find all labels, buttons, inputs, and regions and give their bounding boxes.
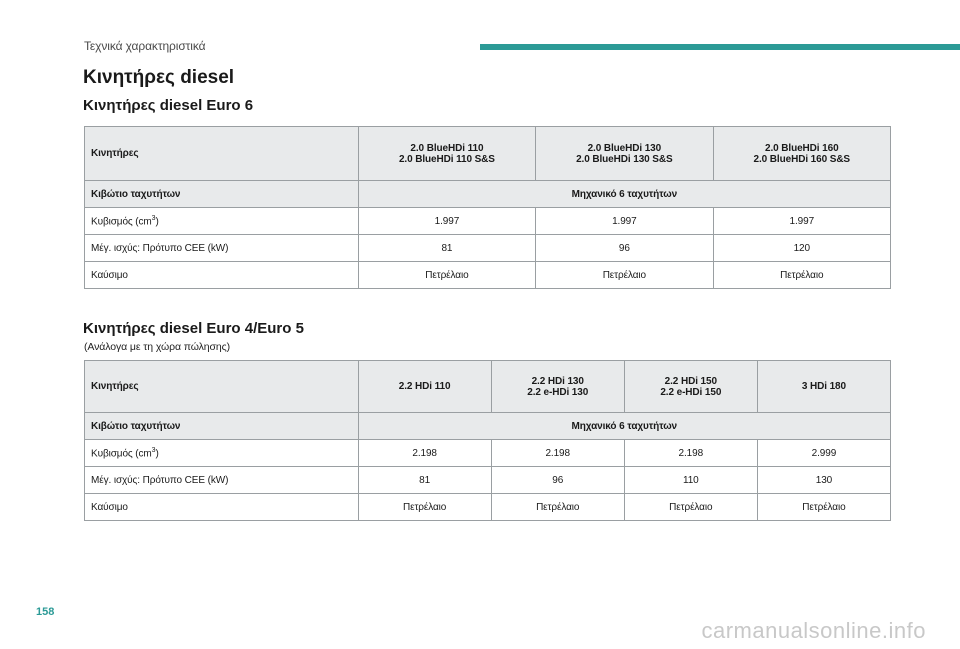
header-accent-bar	[480, 44, 960, 50]
table-cell: 2.198	[358, 440, 491, 467]
country-note: (Ανάλογα με τη χώρα πώλησης)	[84, 341, 230, 353]
engine-cell: 3 HDi 180	[757, 361, 890, 413]
euro6-spec-table	[84, 126, 891, 289]
engine-cell: 2.0 BlueHDi 160 2.0 BlueHDi 160 S&S	[713, 127, 890, 181]
gearbox-row	[85, 413, 891, 440]
table-cell: 120	[713, 235, 890, 262]
page-number: 158	[36, 606, 55, 618]
table-cell: Πετρέλαιο	[757, 494, 890, 521]
table-cell: 2.198	[624, 440, 757, 467]
engines-label: Κινητήρες	[85, 127, 359, 181]
displacement-label: Κυβισμός $(cm^3)$	[85, 440, 359, 467]
table-cell: 96	[536, 235, 713, 262]
table-cell: 1.997	[358, 208, 535, 235]
fuel-label: Καύσιμο	[85, 494, 359, 521]
gearbox-row	[85, 181, 891, 208]
table-row	[85, 262, 891, 289]
table-cell: 110	[624, 467, 757, 494]
table-row	[85, 494, 891, 521]
euro45-spec-table	[84, 360, 891, 521]
gearbox-value: Μηχανικό 6 ταχυτήτων	[358, 181, 890, 208]
table-cell: Πετρέλαιο	[491, 494, 624, 521]
page-title: Κινητήρες diesel	[83, 67, 235, 88]
table-cell: 2.198	[491, 440, 624, 467]
fuel-label: Καύσιμο	[85, 262, 359, 289]
table-cell: 96	[491, 467, 624, 494]
euro6-heading: Κινητήρες diesel Euro 6	[83, 97, 254, 114]
engine-cell: 2.2 HDi 130 2.2 e-HDi 130	[491, 361, 624, 413]
engines-label: Κινητήρες	[85, 361, 359, 413]
table-cell: Πετρέλαιο	[536, 262, 713, 289]
power-label: Μέγ. ισχύς: Πρότυπο CEE (kW)	[85, 235, 359, 262]
gearbox-label: Κιβώτιο ταχυτήτων	[85, 181, 359, 208]
table-cell: 2.999	[757, 440, 890, 467]
power-label: Μέγ. ισχύς: Πρότυπο CEE (kW)	[85, 467, 359, 494]
table-cell: 130	[757, 467, 890, 494]
gearbox-value: Μηχανικό 6 ταχυτήτων	[358, 413, 890, 440]
engine-cell: 2.2 HDi 150 2.2 e-HDi 150	[624, 361, 757, 413]
displacement-label: Κυβισμός $(cm^3)$	[85, 208, 359, 235]
engines-header-row	[85, 361, 891, 413]
engine-cell: 2.0 BlueHDi 110 2.0 BlueHDi 110 S&S	[358, 127, 535, 181]
engines-header-row	[85, 127, 891, 181]
table-cell: Πετρέλαιο	[358, 494, 491, 521]
table-cell: 81	[358, 235, 535, 262]
table-row	[85, 467, 891, 494]
section-header: Τεχνικά χαρακτηριστικά	[84, 39, 206, 53]
euro45-heading: Κινητήρες diesel Euro 4/Euro 5	[83, 320, 304, 337]
table-cell: Πετρέλαιο	[713, 262, 890, 289]
table-cell: 1.997	[536, 208, 713, 235]
watermark: carmanualsonline.info	[701, 618, 926, 643]
gearbox-label: Κιβώτιο ταχυτήτων	[85, 413, 359, 440]
engine-cell: 2.0 BlueHDi 130 2.0 BlueHDi 130 S&S	[536, 127, 713, 181]
table-row	[85, 208, 891, 235]
table-cell: Πετρέλαιο	[358, 262, 535, 289]
table-cell: 1.997	[713, 208, 890, 235]
table-row	[85, 235, 891, 262]
table-cell: Πετρέλαιο	[624, 494, 757, 521]
table-row	[85, 440, 891, 467]
table-cell: 81	[358, 467, 491, 494]
engine-cell: 2.2 HDi 110	[358, 361, 491, 413]
